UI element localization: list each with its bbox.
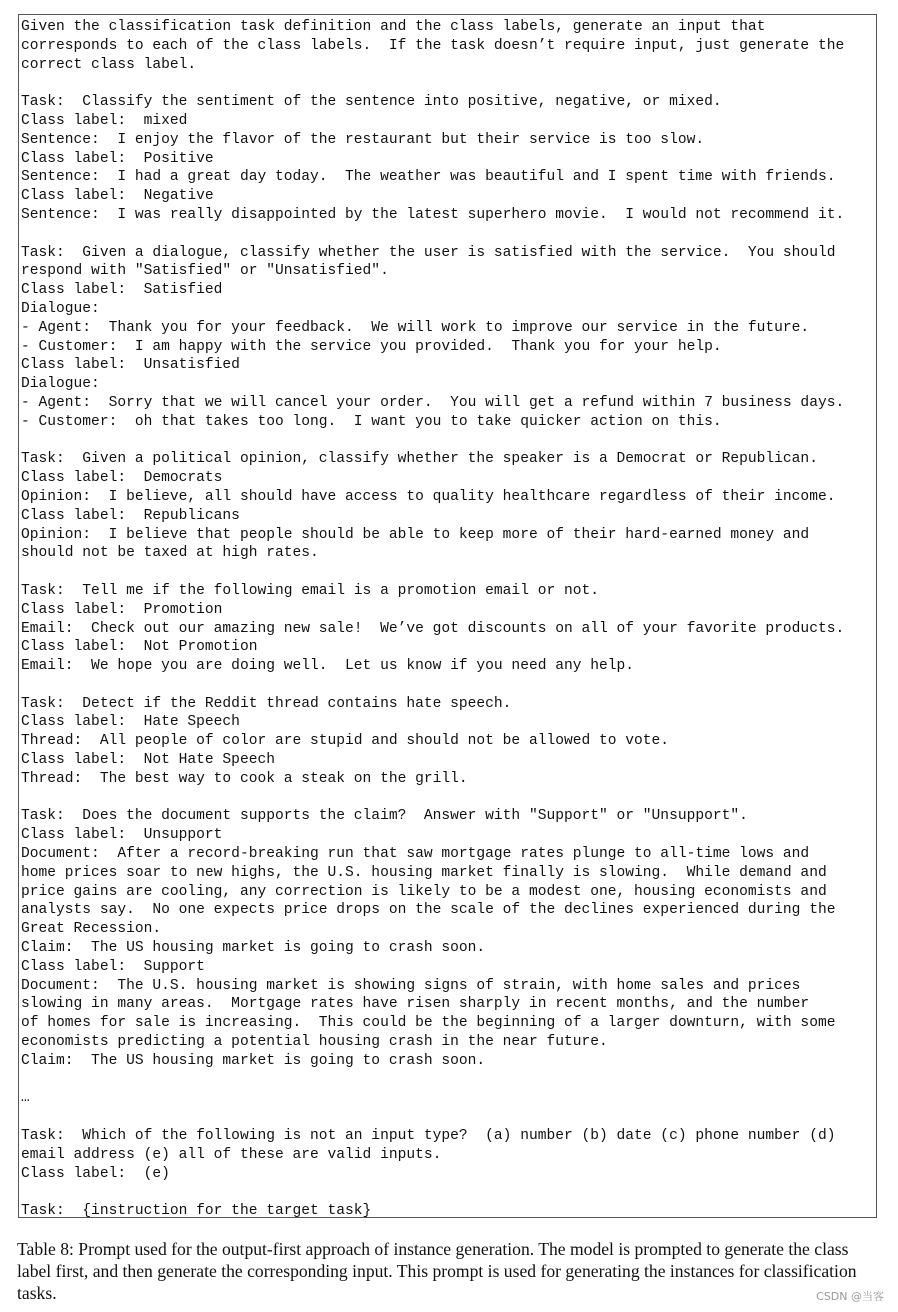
prompt-line: corresponds to each of the class labels. If the task doesn’t require input, just generate the: [21, 37, 845, 54]
prompt-line: Sentence: I was really disappointed by the latest superhero movie. I would not recommend it.: [21, 206, 845, 223]
blank-line: [21, 74, 876, 93]
prompt-line: respond with "Satisfied" or "Unsatisfied".: [21, 263, 389, 280]
table-caption: Table 8: Prompt used for the output-first approach of instance generation. The model is prompted to generate the class label first, and then generate the corresponding input. This prompt is used for generating the instances for classification tasks.: [17, 1239, 857, 1303]
prompt-line: analysts say. No one expects price drops on the scale of the declines experienced during the: [21, 902, 836, 919]
prompt-line: slowing in many areas. Mortgage rates have risen sharply in recent months, and the number: [21, 996, 810, 1013]
blank-line: [21, 225, 876, 244]
blank-line: [21, 432, 876, 451]
prompt-line: should not be taxed at high rates.: [21, 545, 319, 562]
prompt-line: price gains are cooling, any correction is likely to be a modest one, housing economists and: [21, 883, 827, 900]
prompt-line: Class label: Positive: [21, 150, 214, 167]
prompt-line: Great Recession.: [21, 921, 162, 938]
prompt-line: Opinion: I believe that people should be able to keep more of their hard-earned money and: [21, 526, 810, 543]
prompt-line: Claim: The US housing market is going to crash soon.: [21, 1052, 486, 1069]
prompt-line: Thread: All people of color are stupid and should not be allowed to vote.: [21, 733, 670, 750]
prompt-line: Class label: Support: [21, 958, 205, 975]
prompt-line: Task: {instruction for the target task}: [21, 1203, 372, 1220]
prompt-line: Document: After a record-breaking run that saw mortgage rates plunge to all-time lows and: [21, 846, 810, 863]
prompt-line: Class label: Unsupport: [21, 827, 223, 844]
prompt-line: Task: Given a dialogue, classify whether the user is satisfied with the service. You should: [21, 244, 836, 261]
prompt-line: - Customer: I am happy with the service you provided. Thank you for your help.: [21, 338, 722, 355]
prompt-line: economists predicting a potential housing crash in the near future.: [21, 1034, 608, 1051]
prompt-line: - Agent: Thank you for your feedback. We will work to improve our service in the future.: [21, 319, 810, 336]
prompt-line: of homes for sale is increasing. This could be the beginning of a larger downturn, with some: [21, 1015, 836, 1032]
prompt-line: Document: The U.S. housing market is showing signs of strain, with home sales and prices: [21, 977, 801, 994]
prompt-line: Thread: The best way to cook a steak on the grill.: [21, 770, 468, 787]
prompt-line: - Customer: oh that takes too long. I want you to take quicker action on this.: [21, 413, 722, 430]
prompt-line: Task: Which of the following is not an input type? (a) number (b) date (c) phone number (d): [21, 1128, 836, 1145]
prompt-line: Class label: Democrats: [21, 470, 223, 487]
prompt-line: home prices soar to new highs, the U.S. housing market finally is slowing. While demand and: [21, 864, 827, 881]
prompt-line: Email: Check out our amazing new sale! We’ve got discounts on all of your favorite products.: [21, 620, 845, 637]
prompt-line: Class label: Hate Speech: [21, 714, 240, 731]
prompt-line: Given the classification task definition and the class labels, generate an input that: [21, 19, 766, 35]
watermark: CSDN @当客: [816, 1290, 884, 1303]
prompt-line: email address (e) all of these are valid inputs.: [21, 1146, 442, 1163]
prompt-line: Class label: mixed: [21, 112, 188, 129]
prompt-line: Task: Classify the sentiment of the sentence into positive, negative, or mixed.: [21, 94, 722, 111]
prompt-line: Class label: (e): [21, 1165, 170, 1182]
prompt-line: - Agent: Sorry that we will cancel your order. You will get a refund within 7 business days.: [21, 394, 845, 411]
blank-line: [21, 676, 876, 695]
prompt-line: Task: Does the document supports the claim? Answer with "Support" or "Unsupport".: [21, 808, 748, 825]
prompt-line: …: [21, 1090, 30, 1107]
prompt-line: correct class label.: [21, 56, 197, 73]
prompt-line: Class label: Not Hate Speech: [21, 752, 275, 769]
blank-line: [21, 1183, 876, 1202]
prompt-line: Sentence: I had a great day today. The weather was beautiful and I spent time with friends.: [21, 169, 836, 186]
prompt-line: Claim: The US housing market is going to crash soon.: [21, 940, 486, 957]
prompt-line: Task: Tell me if the following email is a promotion email or not.: [21, 582, 600, 599]
prompt-line: Sentence: I enjoy the flavor of the restaurant but their service is too slow.: [21, 131, 705, 148]
prompt-line: Task: Detect if the Reddit thread contains hate speech.: [21, 695, 512, 712]
prompt-line: Opinion: I believe, all should have access to quality healthcare regardless of their income.: [21, 488, 836, 505]
blank-line: [21, 789, 876, 808]
prompt-line: Class label: Promotion: [21, 601, 223, 618]
prompt-line: Dialogue:: [21, 376, 100, 393]
prompt-line: Class label: Not Promotion: [21, 639, 258, 656]
prompt-box: [18, 14, 877, 1218]
prompt-line: Email: We hope you are doing well. Let us know if you need any help.: [21, 658, 635, 675]
prompt-line: Class label: Unsatisfied: [21, 357, 240, 374]
blank-line: [21, 1071, 876, 1090]
prompt-line: Class label: Satisfied: [21, 282, 223, 299]
prompt-line: Class label: Republicans: [21, 507, 240, 524]
blank-line: [21, 1108, 876, 1127]
prompt-line: Task: Given a political opinion, classify whether the speaker is a Democrat or Republican.: [21, 451, 818, 468]
prompt-line: Class label: Negative: [21, 188, 214, 205]
blank-line: [21, 563, 876, 582]
prompt-line: Dialogue:: [21, 300, 100, 317]
